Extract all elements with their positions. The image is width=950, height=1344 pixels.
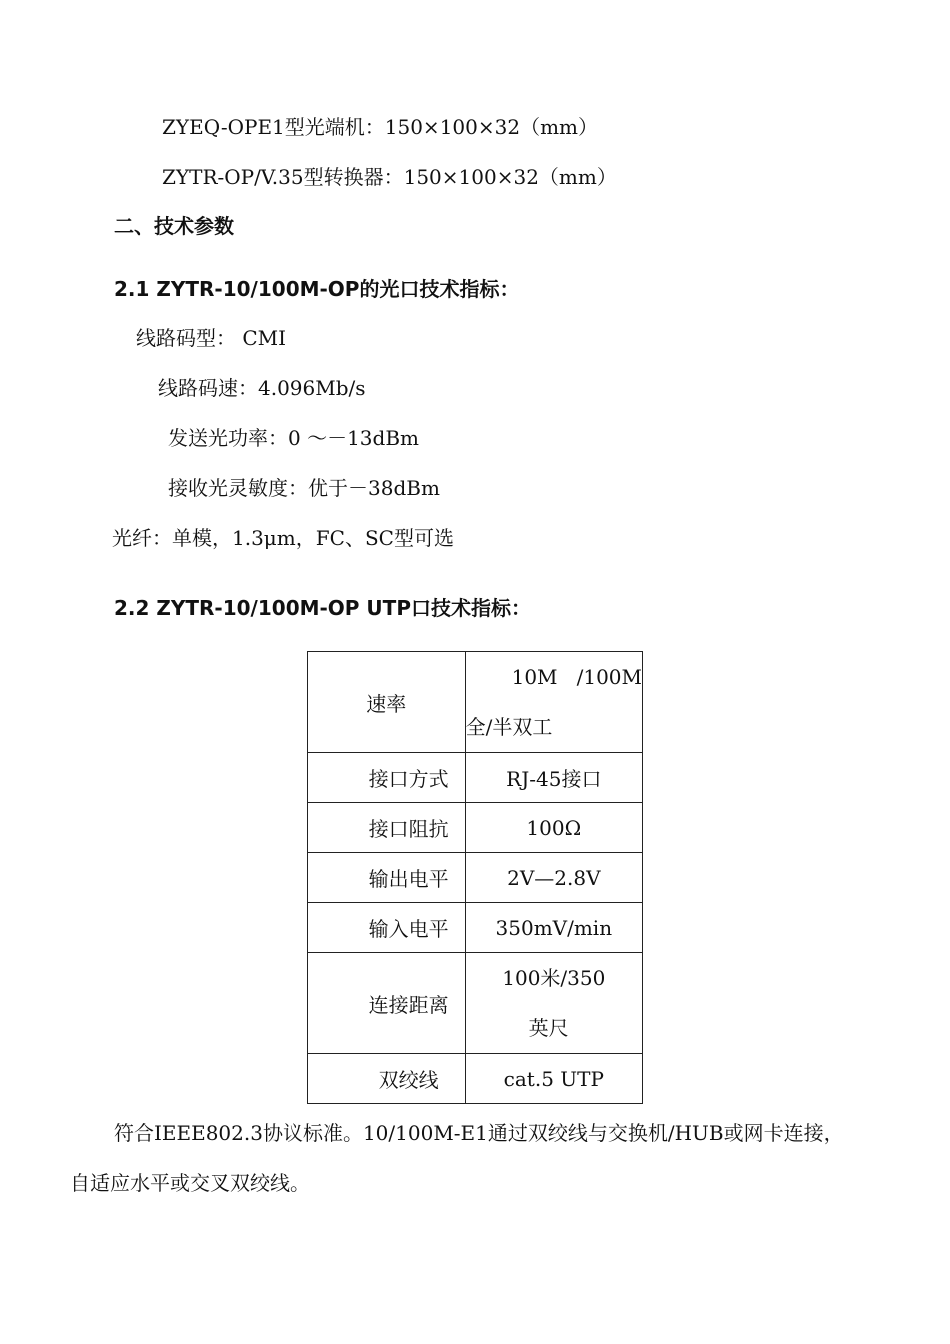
rx-sensitivity: 接收光灵敏度：优于－38dBm	[168, 476, 440, 500]
row-value-distance	[465, 953, 642, 1054]
row-key-interface: 接口方式	[308, 753, 466, 803]
table-row	[308, 753, 643, 803]
row-value-impedance: 100Ω	[465, 803, 642, 853]
row-value-twisted-pair: cat.5 UTP	[465, 1054, 642, 1104]
distance-value-line2: 英尺	[528, 1016, 569, 1040]
row-key-input-level: 输入电平	[308, 903, 466, 953]
rate-value-line1: 10M /100M	[511, 665, 642, 689]
row-key-output-level: 输出电平	[308, 853, 466, 903]
table-row	[308, 903, 643, 953]
row-key-twisted-pair: 双绞线	[308, 1054, 466, 1104]
row-key-rate: 速率	[308, 652, 466, 753]
table-row	[308, 853, 643, 903]
row-key-impedance: 接口阻抗	[308, 803, 466, 853]
line-code-rate: 线路码速：4.096Mb/s	[158, 376, 366, 400]
table-row	[308, 953, 643, 1054]
table-row	[308, 1054, 643, 1104]
utp-spec-table	[307, 651, 643, 1104]
fiber-spec: 光纤：单模，1.3μm，FC、SC型可选	[112, 526, 454, 550]
distance-value-line1: 100米/350	[502, 966, 606, 990]
dimension-ope1: ZYEQ-OPE1型光端机：150×100×32（mm）	[162, 115, 599, 139]
table-row	[308, 652, 643, 753]
row-value-output-level: 2V—2.8V	[465, 853, 642, 903]
tx-optical-power: 发送光功率：0 ～－13dBm	[168, 426, 419, 450]
row-value-input-level: 350mV/min	[465, 903, 642, 953]
line-code-type: 线路码型： CMI	[136, 326, 287, 350]
utp-heading: 2.2 ZYTR-10/100M-OP UTP口技术指标：	[114, 596, 531, 620]
row-value-rate	[465, 652, 642, 753]
row-key-distance: 连接距离	[308, 953, 466, 1054]
optical-heading: 2.1 ZYTR-10/100M-OP的光口技术指标：	[114, 277, 520, 301]
dimension-v35: ZYTR-OP/V.35型转换器：150×100×32（mm）	[162, 165, 617, 189]
table-row	[308, 803, 643, 853]
rate-value-line2: 全/半双工	[465, 715, 553, 739]
section-title: 二、技术参数	[114, 214, 234, 238]
note-line2: 自适应水平或交叉双绞线。	[70, 1171, 310, 1195]
row-value-interface: RJ-45接口	[465, 753, 642, 803]
note-line1: 符合IEEE802.3协议标准。10/100M-E1通过双绞线与交换机/HUB或网卡连接，	[114, 1121, 844, 1145]
